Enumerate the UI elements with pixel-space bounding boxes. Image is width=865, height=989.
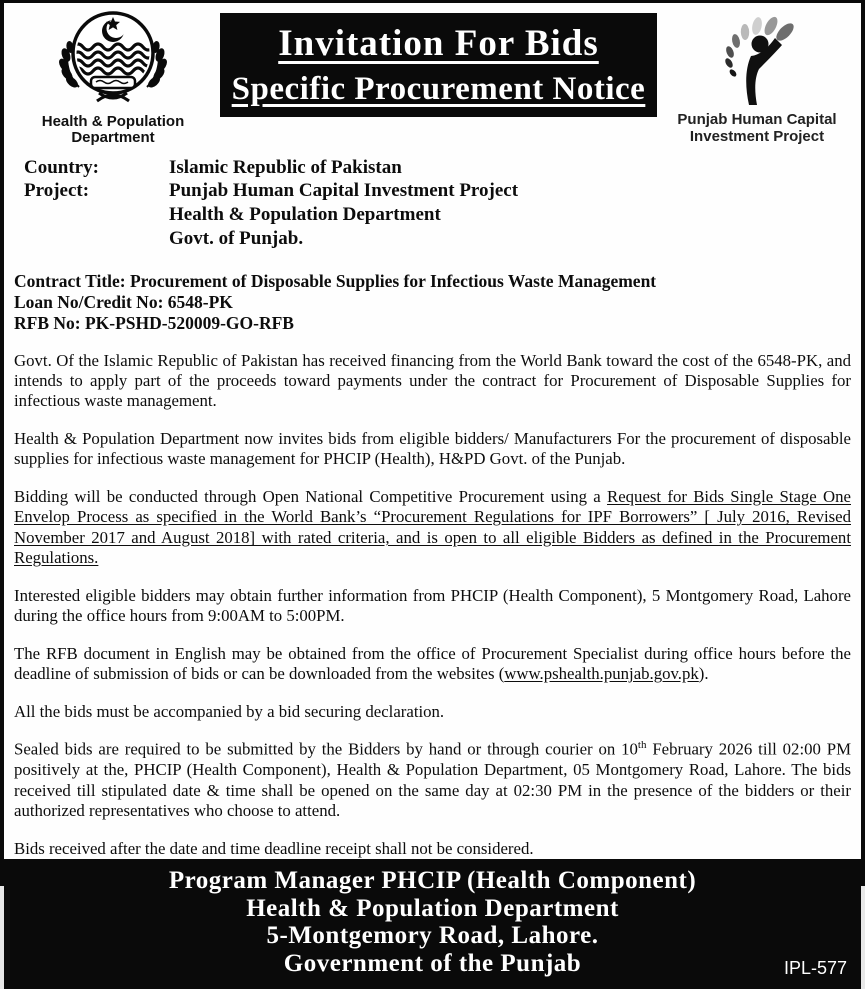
project-label: Project: (24, 180, 90, 202)
notice-subtitle: Specific Procurement Notice (231, 71, 646, 107)
rfb-number: RFB No: PK-PSHD-520009-GO-RFB (14, 312, 294, 333)
footer-banner (4, 859, 861, 989)
project-row (24, 179, 851, 250)
project-value (169, 179, 851, 250)
phcip-logo (661, 9, 853, 145)
country-label: Country: (24, 156, 99, 178)
submission-text: Sealed bids are required to be submitted by the Bidders by hand or through courier on 10 (14, 739, 638, 759)
paragraph-bid-declaration: All the bids must be accompanied by a bid securing declaration. (14, 701, 445, 721)
footer-line: Program Manager PHCIP (Health Component) (168, 867, 697, 895)
rfb-document-text-end: ). (698, 664, 709, 684)
bidding-method-intro: Bidding will be conducted through Open National Competitive Procurement using a (14, 486, 608, 506)
website-url: www.pshealth.punjab.gov.pk (504, 664, 699, 684)
punjab-government-seal-icon (49, 96, 177, 113)
health-population-dept-logo (12, 9, 214, 146)
project-line: Punjab Human Capital Investment Project (169, 180, 519, 202)
paragraph-submission (14, 739, 851, 822)
contract-title: Contract Title: Procurement of Disposable Supplies for Infectious Waste Management (14, 270, 657, 291)
right-logo-caption-line1: Punjab Human Capital (677, 111, 837, 128)
footer-line: 5-Montgemory Road, Lahore. (266, 922, 599, 950)
paragraph-rfb-document (14, 644, 851, 685)
submission-text-end: February 2026 till 02:00 PM positively at the, PHCIP (Health Component), Health & Population Department, 05 Montgomery Road, Lahore. The bids received till stipulated date & time shall be opened on the same day at 02:30 PM in the presence of the bidders or their authorized representatives who choose to attend. (14, 739, 851, 821)
left-logo-caption-line2: Department (71, 128, 155, 146)
loan-number: Loan No/Credit No: 6548-PK (14, 291, 233, 312)
right-logo-caption-line2: Investment Project (689, 127, 825, 145)
paragraph-late-bids: Bids received after the date and time deadline receipt shall not be considered. (14, 838, 534, 858)
country-value: Islamic Republic of Pakistan (169, 156, 402, 178)
notice-body (14, 334, 851, 860)
human-capital-figure-icon (687, 94, 827, 111)
meta-section (24, 156, 851, 251)
project-line: Health & Population Department (169, 204, 441, 225)
project-line: Govt. of Punjab. (169, 227, 304, 249)
paragraph-financing: Govt. Of the Islamic Republic of Pakistan has received financing from the World Bank toward the cost of the 6548-PK, and intends to apply part of the proceeds toward payments under the contract for Procurement of Disposable Supplies for infectious waste management. (14, 350, 851, 411)
contract-block (14, 271, 851, 334)
advertisement-reference: IPL-577 (783, 958, 847, 979)
rfb-document-text: The RFB document in English may be obtained from the office of Procurement Specialist during office hours before the deadline of submission of bids or can be downloaded from the websites ( (14, 643, 851, 684)
paragraph-bidding-method (14, 487, 851, 569)
paragraph-information: Interested eligible bidders may obtain further information from PHCIP (Health Component), 5 Montgomery Road, Lahore during the office hours from 9:00AM to 5:00PM. (14, 585, 851, 626)
footer-line: Government of the Punjab (283, 949, 582, 977)
paragraph-invitation: Health & Population Department now invites bids from eligible bidders/ Manufacturers For the procurement of disposable supplies for infectious waste management for PHCIP (Health), H&PD Govt. of the Punjab. (14, 428, 851, 469)
ordinal-superscript: th (637, 739, 647, 752)
left-logo-caption-line1: Health & Population (41, 113, 185, 130)
country-row (24, 156, 851, 180)
footer-line: Health & Population Department (246, 894, 619, 922)
bidding-method-underlined: Request for Bids Single Stage One Envelop Process as specified in the World Bank’s “Procurement Regulations for IPF Borrowers” [ July 2016, Revised November 2017 and August 2018] with rated criteria, and is open to all eligible Bidders as defined in the Procurement Regulations. (14, 486, 851, 568)
header (4, 3, 861, 146)
title-banner (220, 13, 657, 117)
notice-title: Invitation For Bids (278, 23, 599, 64)
